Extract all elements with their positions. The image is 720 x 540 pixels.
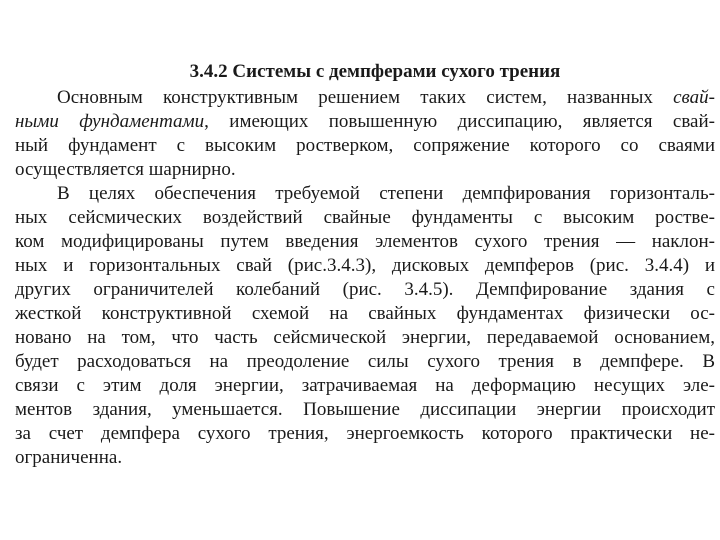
body-text <box>15 86 715 470</box>
text-line <box>15 254 715 278</box>
text-fragment: , имеющих повышенную диссипацию, является свай- <box>204 111 715 132</box>
text-line <box>15 278 715 302</box>
text-line <box>15 398 715 422</box>
text-line <box>15 326 715 350</box>
text-line <box>15 182 715 206</box>
text-line <box>15 230 715 254</box>
text-line <box>15 350 715 374</box>
section-title: 3.4.2 Системы с демпферами сухого трения <box>189 61 561 82</box>
text-fragment: жесткой конструктивной схемой на свайных фундаментах физически ос- <box>15 303 715 324</box>
document-page <box>15 60 715 470</box>
text-fragment: осуществляется шарнирно. <box>15 159 236 180</box>
text-fragment: ком модифицированы путем введения элементов сухого трения — наклон- <box>15 231 715 252</box>
text-fragment: связи с этим доля энергии, затрачиваемая на деформацию несущих эле- <box>15 375 715 396</box>
text-fragment: за счет демпфера сухого трения, энергоемкость которого практически не- <box>15 423 715 444</box>
text-fragment: других ограничителей колебаний (рис. 3.4.5). Демпфирование здания с <box>15 279 715 300</box>
text-line <box>15 446 715 470</box>
text-fragment: ных и горизонтальных свай (рис.3.4.3), дисковых демпферов (рис. 3.4.4) и <box>15 255 715 276</box>
text-line <box>15 134 715 158</box>
text-line <box>15 206 715 230</box>
italic-term: ными фундаментами <box>15 111 205 132</box>
text-line <box>15 374 715 398</box>
text-line <box>15 302 715 326</box>
text-fragment: будет расходоваться на преодоление силы сухого трения в демпфере. В <box>15 351 715 372</box>
italic-term: свай- <box>673 87 715 108</box>
text-fragment: ных сейсмических воздействий свайные фундаменты с высоким ростве- <box>15 207 715 228</box>
text-fragment: ментов здания, уменьшается. Повышение диссипации энергии происходит <box>15 399 715 420</box>
text-fragment: ограниченна. <box>15 447 123 468</box>
text-line <box>15 158 715 182</box>
text-line <box>15 86 715 110</box>
text-fragment: ный фундамент с высоким ростверком, сопряжение которого со сваями <box>15 135 715 156</box>
text-line <box>15 110 715 134</box>
text-fragment: новано на том, что часть сейсмической энергии, передаваемой основанием, <box>15 327 715 348</box>
text-fragment: Основным конструктивным решением таких систем, названных <box>57 87 674 108</box>
text-fragment: В целях обеспечения требуемой степени демпфирования горизонталь- <box>57 183 715 204</box>
text-line <box>15 422 715 446</box>
